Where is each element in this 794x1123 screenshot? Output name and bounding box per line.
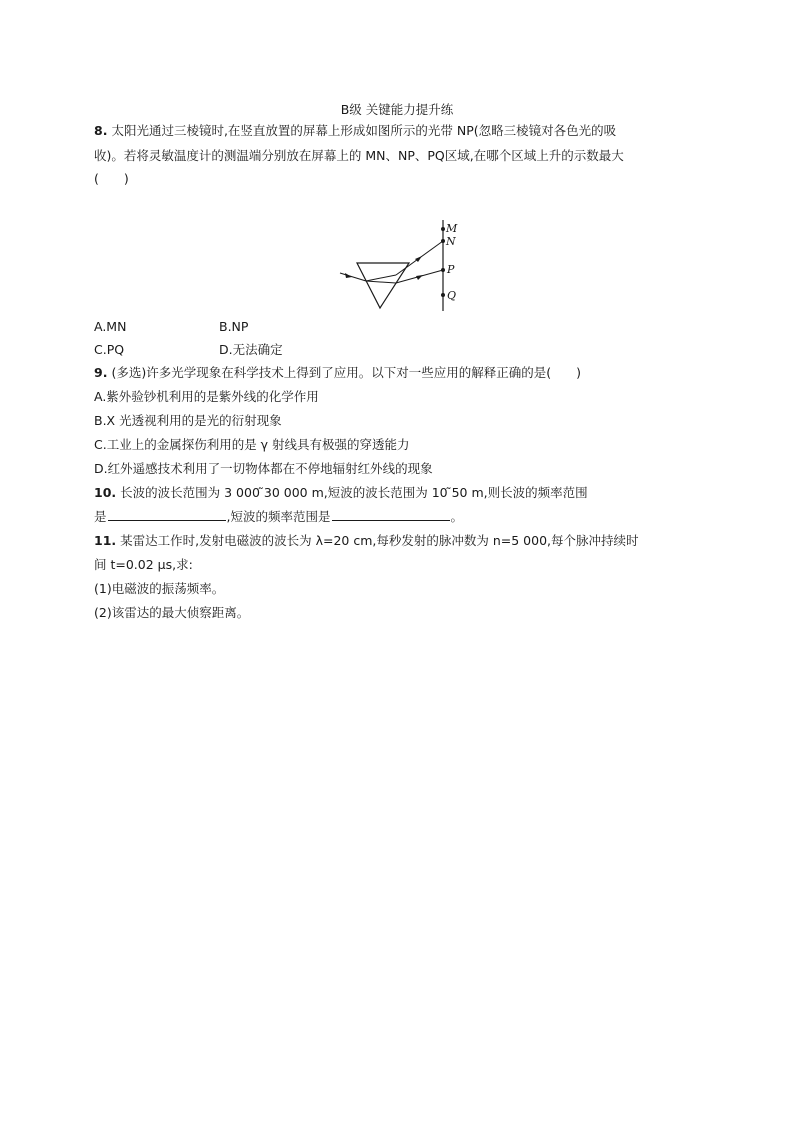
internal-ray-lower [366,281,396,283]
q8-answer-paren: ( ) [94,171,129,186]
q10-stem-line1: 长波的波长范围为 3 000 ̃30 000 m,短波的波长范围为 10 ̃50 m,则长波的频率范围 [120,485,588,500]
point-n [441,239,445,243]
q10-line1 [94,484,588,502]
q11-number: 11. [94,533,117,548]
internal-ray-upper [366,275,396,281]
label-m: M [446,222,458,235]
q8-line1 [94,122,616,140]
q8-option-c: C.PQ [94,342,125,357]
label-p: P [447,263,455,276]
q10-text-b: ,短波的频率范围是 [226,509,331,524]
q8-option-d: D.无法确定 [219,342,283,357]
prism-figure [330,215,470,315]
label-q: Q [447,289,457,302]
q9-option-d: D.红外遥感技术利用了一切物体都在不停地辐射红外线的现象 [94,461,433,476]
q9-option-b: B.X 光透视利用的是光的衍射现象 [94,413,282,428]
q11-sub2: (2)该雷达的最大侦察距离。 [94,605,250,620]
q8-stem-line1: 太阳光通过三棱镜时,在竖直放置的屏幕上形成如图所示的光带 NP(忽略三棱镜对各色光的吸 [111,123,617,138]
q10-number: 10. [94,485,117,500]
q11-stem-line2: 间 t=0.02 μs,求: [94,557,193,572]
label-n: N [446,235,456,248]
point-p [441,268,445,272]
q8-number: 8. [94,123,108,138]
q10-text-c: 。 [450,509,464,524]
q9-option-a: A.紫外验钞机利用的是紫外线的化学作用 [94,389,319,404]
point-q [441,293,445,297]
q11-stem-line1: 某雷达工作时,发射电磁波的波长为 λ=20 cm,每秒发射的脉冲数为 n=5 000,每个脉冲持续时 [120,533,639,548]
q8-option-a: A.MN [94,319,127,334]
q10-text-a: 是 [94,509,107,524]
emergent-ray-lower-arrow [416,275,423,280]
incident-ray-arrow [345,273,352,278]
q8-stem-line2: 收)。若将灵敏温度计的测温端分别放在屏幕上的 MN、NP、PQ区域,在哪个区域上升的示数最大 [94,148,624,163]
q10-line2 [94,508,463,526]
point-m [441,227,445,231]
q10-blank-short-wave[interactable] [332,508,450,521]
q9-option-c: C.工业上的金属探伤利用的是 γ 射线具有极强的穿透能力 [94,437,410,452]
q9-number: 9. [94,365,108,380]
section-title: B级 关键能力提升练 [340,102,454,117]
q8-option-b: B.NP [219,319,249,334]
q10-blank-long-wave[interactable] [108,508,226,521]
q9-stem-line [94,364,581,382]
prism-triangle [357,263,409,308]
q9-stem: (多选)许多光学现象在科学技术上得到了应用。以下对一些应用的解释正确的是( ) [111,365,581,380]
q11-sub1: (1)电磁波的振荡频率。 [94,581,225,596]
q11-line1 [94,532,639,550]
